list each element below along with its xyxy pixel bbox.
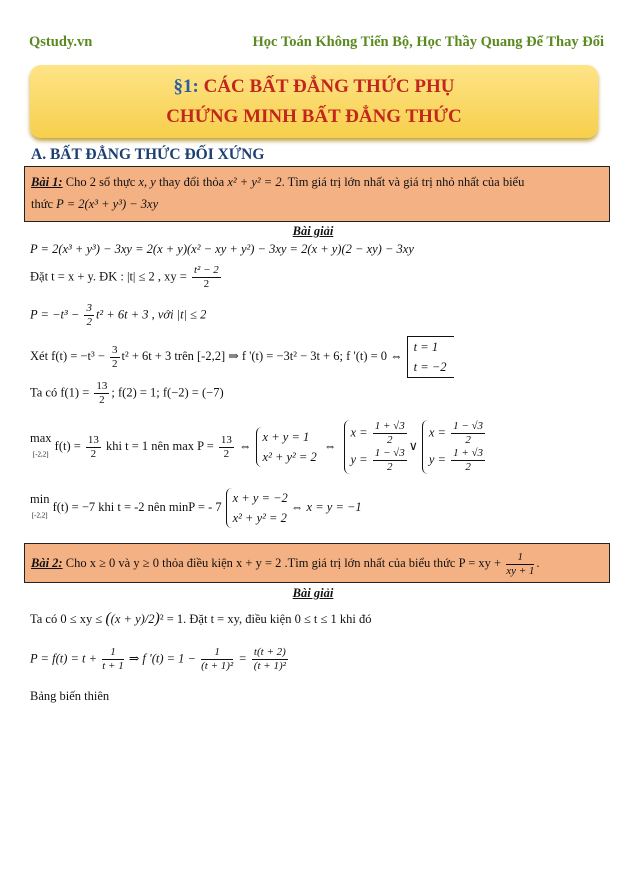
text: t² + 6t + 3 trên [-2,2] ⇒ f '(t) = −3t² − 3t + 6; f '(t) = 0 ⇔ [121, 348, 403, 363]
fraction [84, 302, 94, 329]
denominator: 2 [465, 434, 471, 446]
numerator: 1 [506, 551, 534, 565]
title-line-1: CÁC BẤT ĐẲNG THỨC PHỤ [198, 76, 455, 97]
text: t² + 6t + 3 , với |t| ≤ 2 [95, 307, 207, 322]
text: Ta có 0 ≤ xy ≤ [30, 612, 106, 626]
title-banner [30, 65, 598, 138]
fraction [110, 344, 120, 371]
denominator: 2 [90, 447, 97, 460]
solution-line [30, 488, 362, 528]
system-brace [256, 427, 317, 467]
text: Xét f(t) = −t³ − [30, 348, 109, 363]
solution-heading-2: Bài giải [292, 586, 334, 600]
fraction-inline: (x + y)/2 [110, 612, 155, 626]
case-bracket [407, 336, 454, 378]
solution-brace-2: x = $\frac{1 - √3}{2}$ y = $\frac{1 + √3}{2}$ [422, 420, 487, 474]
solution-line [30, 336, 454, 378]
text: f(t) = −7 khi t = -2 nên minP = - 7 [49, 499, 222, 514]
denominator: xy + 1 [506, 564, 535, 577]
text: khi t = 1 nên max P = [102, 438, 217, 453]
numerator: 1 − √3 [374, 447, 405, 459]
problem-text: thay đổi thỏa [155, 175, 228, 189]
max-label: max [30, 431, 52, 446]
numerator: 1 [201, 646, 233, 660]
denominator: 2 [112, 357, 118, 370]
denominator: 2 [99, 394, 105, 406]
problem-text: Cho 2 số thực [62, 175, 139, 189]
problem-2-label: Bài 2: [31, 556, 63, 570]
numerator: t² − 2 [193, 264, 219, 276]
fraction [94, 380, 109, 407]
fraction [192, 264, 221, 291]
problem-text: . [536, 556, 540, 570]
solution-line [30, 646, 290, 673]
denominator: 2 [386, 461, 393, 473]
numerator: 1 [102, 646, 123, 660]
fraction [451, 420, 485, 447]
numerator: 1 + √3 [453, 447, 484, 459]
fraction [451, 447, 485, 474]
title-line-2: CHỨNG MINH BẤT ĐẲNG THỨC [166, 106, 462, 127]
page-header [29, 34, 604, 56]
denominator: (t + 1)² [253, 660, 286, 672]
denominator: 2 [386, 434, 393, 446]
or-symbol: ∨ [408, 438, 418, 453]
numerator: 3 [86, 302, 92, 314]
equation: x² + y² = 2 [262, 450, 317, 464]
text: P = f(t) = t + [30, 651, 101, 666]
problem-text: thức [31, 197, 57, 211]
equation: x + y = 1 [262, 430, 310, 444]
text: ⇔ x = y = −1 [287, 499, 362, 514]
section-heading: A. BẤT ĐẲNG THỨC ĐỐI XỨNG [31, 146, 265, 163]
denominator: (t + 1)² [201, 660, 234, 672]
fraction [102, 646, 123, 673]
numerator: 13 [87, 433, 99, 446]
fraction [373, 447, 407, 474]
section-number: §1: [173, 76, 199, 97]
solution-line: P = 2(x³ + y³) − 3xy = 2(x + y)(x² − xy + y²) − 3xy = 2(x + y)(2 − xy) − 3xy [30, 242, 414, 256]
denominator: 2 [203, 278, 210, 290]
interval: [-2,2] [31, 511, 48, 520]
solution-heading-1: Bài giải [292, 224, 334, 238]
max-op [30, 433, 52, 461]
equation: x² + y² = 2 [232, 511, 287, 525]
text: f(t) = [51, 438, 84, 453]
fraction [201, 646, 233, 673]
problem-1-label: Bài 1: [31, 175, 63, 189]
problem-text: . Tìm giá trị lớn nhất và giá trị nhỏ nhất của biểu [281, 175, 525, 189]
solution-line: Bảng biến thiên [30, 689, 110, 703]
problem-1-box [24, 166, 610, 222]
text: P = −t³ − [30, 307, 83, 322]
text: Ta có f(1) = [30, 385, 93, 400]
problem-condition: x² + y² = 2 [227, 175, 282, 189]
text: ⇒ f '(t) = 1 − [125, 651, 200, 666]
solution-line: max $_{[-2,2]}$ f(t) = $\frac{13}{2}$ khi t = 1 nên max P = $\frac{13}{2}$ ⇔x + y = 1 x² + y² = 2 ⇔ x = $\frac{1 + √3}{2}$ y = $\frac{1 - √3}{2}$ ∨x = $\frac{1 - √3}{2}$ y = $\frac{1 + √3}{2}$ [30, 420, 487, 474]
site-name: Qstudy.vn [29, 34, 93, 50]
solution-brace-1: x = $\frac{1 + √3}{2}$ y = $\frac{1 - √3}{2}$ [344, 420, 409, 474]
fraction [86, 434, 101, 461]
fraction [373, 420, 407, 447]
fraction [252, 646, 288, 673]
problem-text: Cho x ≥ 0 và y ≥ 0 thỏa điều kiện x + y = 2 .Tìm giá trị lớn nhất của biểu thức P = xy + [62, 556, 505, 570]
denominator: t + 1 [102, 660, 124, 672]
case: t = −2 [413, 360, 447, 374]
problem-2-box [24, 543, 610, 583]
system-brace [226, 488, 288, 528]
solution-line [30, 264, 223, 291]
numerator: 3 [112, 343, 118, 356]
text: = [235, 651, 250, 666]
solution-line [30, 380, 224, 407]
min-op [30, 494, 49, 522]
numerator: t(t + 2) [253, 646, 286, 658]
interval: [-2,2] [32, 450, 49, 459]
denominator: 2 [86, 316, 92, 328]
numerator: 13 [220, 433, 232, 446]
text: ² = 1. Đặt t = xy, điều kiện 0 ≤ t ≤ 1 khi đó [159, 612, 372, 626]
problem-expression: P = 2(x³ + y³) − 3xy [56, 197, 159, 211]
fraction [219, 434, 234, 461]
numerator: 13 [96, 380, 108, 392]
problem-vars: x, y [138, 175, 156, 189]
text: ; f(2) = 1; f(−2) = (−7) [111, 385, 224, 400]
text: ⇔ [235, 438, 252, 453]
text: Đặt t = x + y. ĐK : |t| ≤ 2 , xy = [30, 269, 190, 284]
solution-line: Ta có 0 ≤ xy ≤ ((x + y)/2)² = 1. Đặt t = xy, điều kiện 0 ≤ t ≤ 1 khi đó [30, 610, 372, 627]
denominator: 2 [223, 447, 230, 460]
case: t = 1 [413, 340, 439, 354]
slogan: Học Toán Không Tiến Bộ, Học Thầy Quang Để Thay Đổi [252, 34, 604, 50]
numerator: 1 − √3 [453, 420, 484, 432]
fraction [506, 551, 534, 578]
solution-line [30, 302, 206, 329]
min-label: min [30, 492, 50, 507]
numerator: 1 + √3 [374, 420, 405, 432]
denominator: 2 [465, 461, 471, 473]
equation: x + y = −2 [232, 491, 288, 505]
